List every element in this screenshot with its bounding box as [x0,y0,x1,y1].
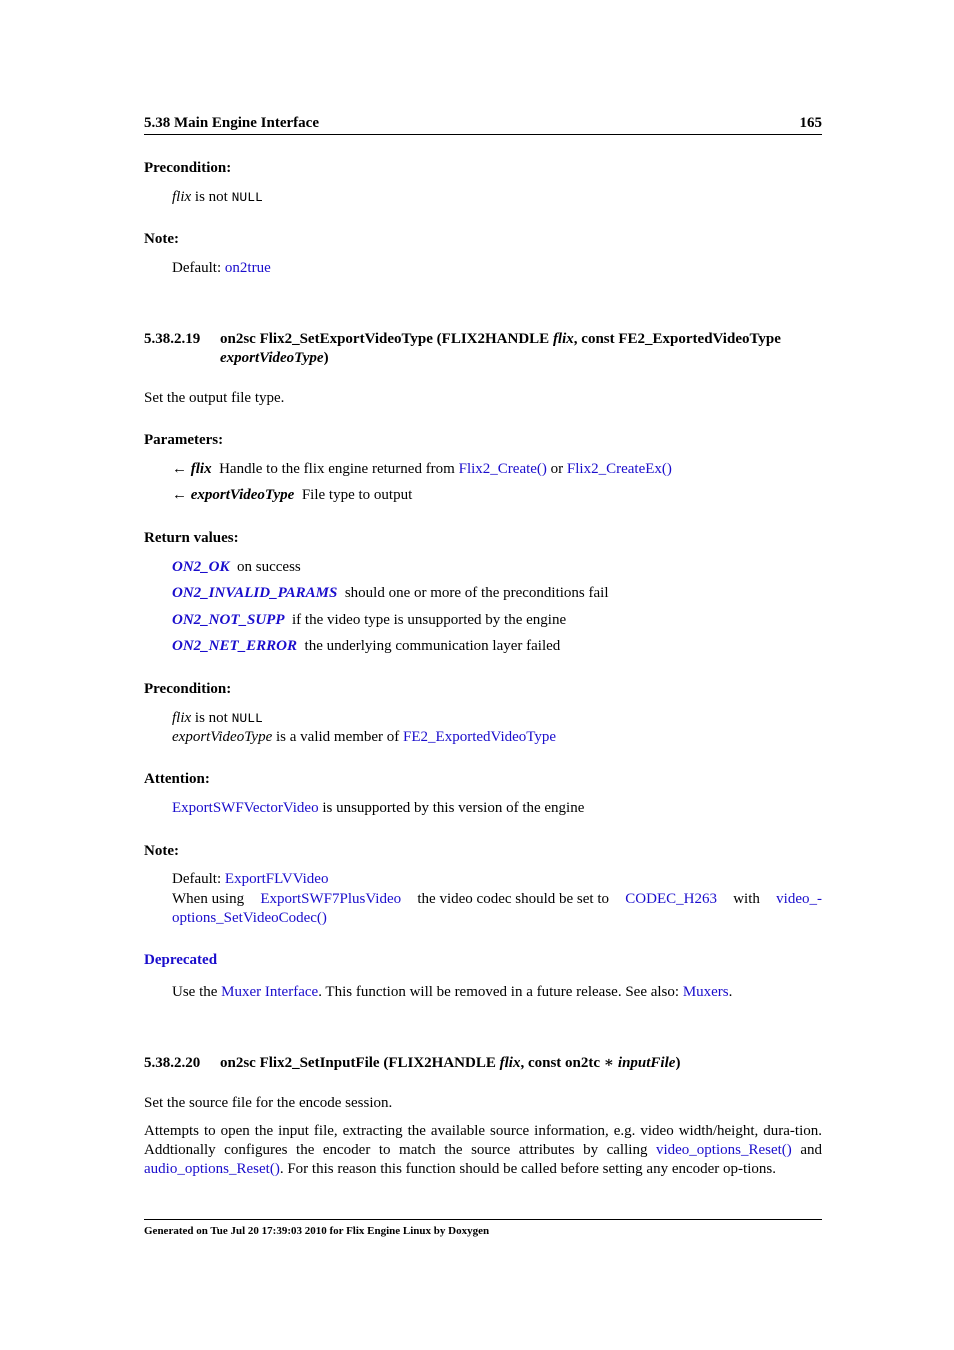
param-in-arrow-icon: ← [172,461,187,477]
attention-heading: Attention: [144,771,210,787]
section-20-sig-part2: , const on2tc ∗ [520,1055,618,1071]
section-20-brief: Set the source file for the encode session. [144,1095,393,1111]
return-value-row [172,558,301,577]
page-footer [144,1219,822,1238]
return-value-row [172,637,560,656]
precondition-is-not: is not [191,710,232,726]
video-options-setvideocodec-link[interactable]: options_SetVideoCodec() [172,910,327,926]
note-default-text [172,870,328,889]
return-code-link[interactable]: ON2_INVALID_PARAMS [172,585,338,601]
return-values-heading: Return values: [144,530,239,546]
section-20-heading [144,1054,680,1073]
precondition-text [172,709,263,728]
param-flix-or: or [546,461,567,477]
section-20-number: 5.38.2.20 [144,1055,201,1071]
footer-generated-text: Generated on Tue Jul 20 17:39:03 2010 for Flix Engine Linux by Doxygen [144,1225,490,1237]
return-desc: should one or more of the preconditions fail [344,585,609,601]
section-19-heading-line2 [220,349,329,368]
section-19-sig-part2: , const FE2_ExportedVideoType [573,331,781,347]
section-19-sig-close: ) [323,350,329,366]
section-20-sig-param2: inputFile [617,1055,676,1071]
return-code-link[interactable]: ON2_OK [172,559,230,575]
exportflvvideo-link[interactable]: ExportFLVVideo [224,871,329,887]
header-section-title: 5.38 Main Engine Interface [144,115,319,131]
exportswf7plusvideo-link[interactable]: ExportSWF7PlusVideo [260,891,402,907]
page-header [144,113,822,135]
parameters-heading: Parameters: [144,432,224,448]
precondition-exportvideotype: exportVideoType [172,729,273,745]
video-options-setvideocodec-link[interactable]: video_- [776,891,822,907]
param-flix-row [172,460,672,479]
param-exportvideotype-name: exportVideoType [190,487,295,503]
attention-text [172,799,584,818]
section-20-desc-part1: Attempts to open the input file, extracting the available source information, e.g. video width/height, dura-tion. Addtionally configures the encoder to match the source attributes by calling [144,1123,822,1158]
return-desc: on success [237,559,301,575]
precondition-heading: Precondition: [144,160,232,176]
section-19-heading [144,330,781,349]
section-20-description [144,1122,822,1179]
section-19-brief: Set the output file type. [144,390,285,406]
section-20-sig-close: ) [675,1055,681,1071]
param-in-arrow-icon: ← [172,487,187,503]
muxers-link[interactable]: Muxers [682,984,729,1000]
deprecated-desc: . This function will be removed in a future release. See also: [318,984,683,1000]
return-value-row [172,611,566,630]
precondition-flix: flix [172,710,192,726]
return-desc: if the video type is unsupported by the engine [292,612,567,628]
note-when-using: When using [172,891,245,907]
return-value-row [172,584,609,603]
param-flix-name: flix [190,461,212,477]
fe2-exportedvideotype-link[interactable]: FE2_ExportedVideoType [403,729,557,745]
precondition-heading: Precondition: [144,681,232,697]
note-heading: Note: [144,843,179,859]
video-options-reset-link[interactable]: video_options_Reset() [655,1142,792,1158]
note-codec-text: the video codec should be set to [417,891,610,907]
param-flix-desc: Handle to the flix engine returned from [219,461,459,477]
note-with: with [733,891,760,907]
deprecated-end: . [728,984,733,1000]
deprecated-heading [144,951,217,970]
note-heading: Note: [144,231,179,247]
flix2-createex-link[interactable]: Flix2_CreateEx() [566,461,672,477]
param-exportvideotype-desc: File type to output [301,487,413,503]
precondition-null: NULL [231,190,263,205]
return-desc: the underlying communication layer failed [304,638,561,654]
note-default-label: Default: [172,260,225,276]
note-when-using-line1 [172,890,822,909]
precondition-text [172,188,263,207]
return-code-link[interactable]: ON2_NET_ERROR [172,638,298,654]
muxer-interface-link[interactable]: Muxer Interface [221,984,319,1000]
flix2-create-link[interactable]: Flix2_Create() [458,461,547,477]
precondition-flix: flix [172,189,192,205]
return-code-link[interactable]: ON2_NOT_SUPP [172,612,285,628]
precondition-valid-member: is a valid member of [272,729,404,745]
exportswfvectorvideo-link[interactable]: ExportSWFVectorVideo [172,800,319,816]
precondition-is-not: is not [191,189,232,205]
deprecated-link[interactable]: Deprecated [144,952,218,968]
attention-desc: is unsupported by this version of the engine [318,800,585,816]
section-19-sig-flix: flix [552,331,574,347]
section-20-sig-part1: on2sc Flix2_SetInputFile (FLIX2HANDLE [220,1055,500,1071]
section-19-number: 5.38.2.19 [144,331,201,347]
deprecated-use: Use the [172,984,222,1000]
section-20-desc-part2: . For this reason this function should be called before setting any encoder op-tions. [279,1161,776,1177]
section-19-sig-part1: on2sc Flix2_SetExportVideoType (FLIX2HANDLE [220,331,553,347]
section-20-sig-flix: flix [499,1055,521,1071]
codec-h263-link[interactable]: CODEC_H263 [625,891,717,907]
precondition-text-2 [172,728,556,747]
note-when-using-line2 [172,909,327,928]
note-default-label: Default: [172,871,225,887]
header-page-number: 165 [799,115,822,131]
audio-options-reset-link[interactable]: audio_options_Reset() [144,1161,280,1177]
precondition-null: NULL [231,711,263,726]
deprecated-text [172,983,732,1002]
on2true-link[interactable]: on2true [224,260,271,276]
note-text [172,259,271,278]
param-exportvideotype-row [172,486,412,505]
section-20-desc-and: and [791,1142,822,1158]
section-19-sig-param2: exportVideoType [220,350,324,366]
